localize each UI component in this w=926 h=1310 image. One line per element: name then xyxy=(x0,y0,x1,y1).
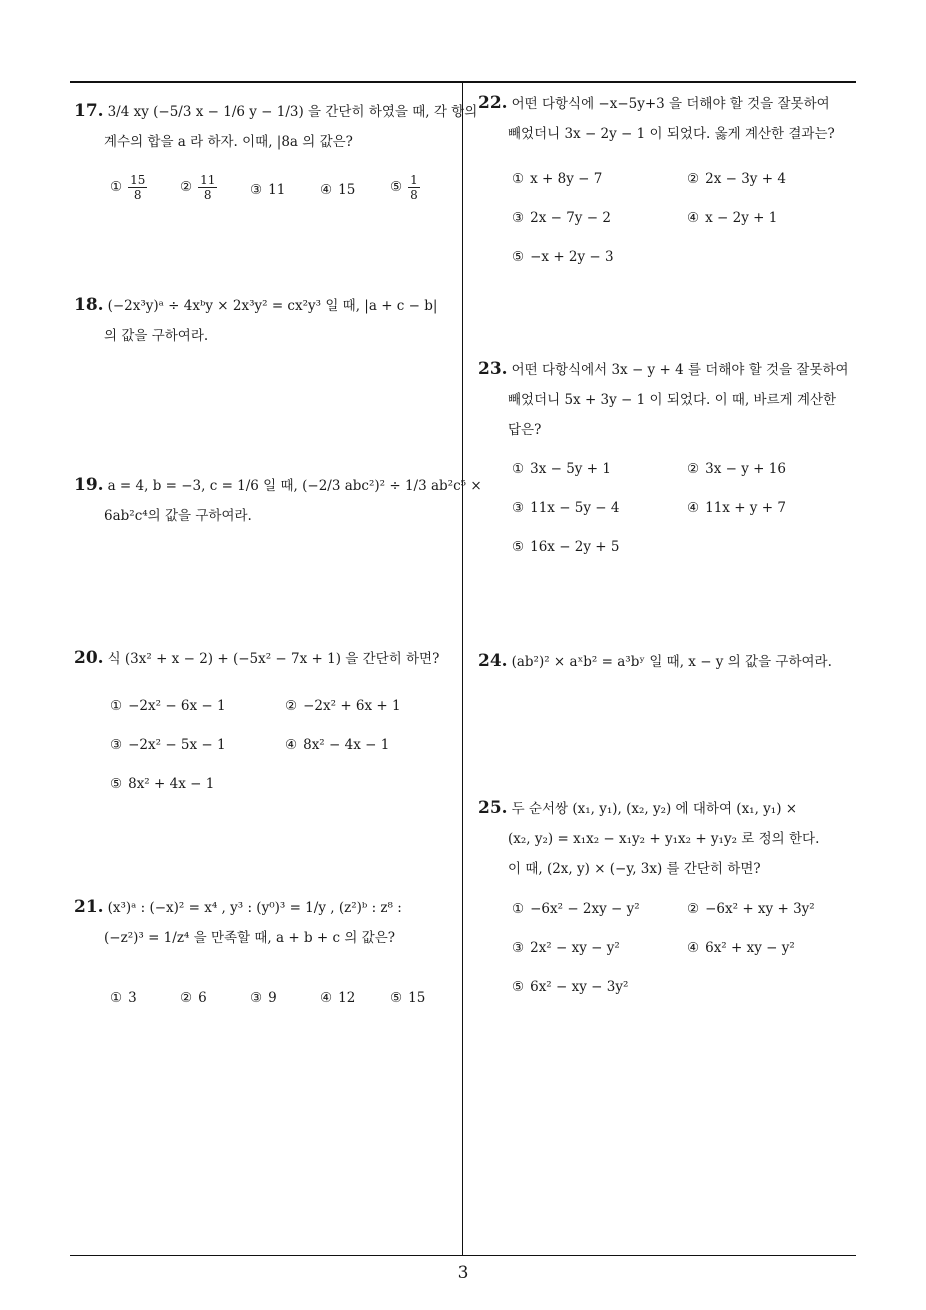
problem-text: 빼었더니 3x − 2y − 1 이 되었다. 옳게 계산한 결과는? xyxy=(508,126,835,142)
problem-text: 빼었더니 5x + 3y − 1 이 되었다. 이 때, 바르게 계산한 xyxy=(508,392,837,408)
choice-mark: ④ xyxy=(687,210,700,226)
problem-17-line1 xyxy=(74,96,478,127)
choice-mark: ④ xyxy=(320,990,333,1006)
choice-4[interactable] xyxy=(320,990,355,1006)
choice-text: 16x − 2y + 5 xyxy=(530,539,620,555)
problem-text: 답은? xyxy=(508,422,542,438)
choice-mark: ① xyxy=(512,171,525,187)
bottom-rule xyxy=(70,1255,856,1256)
choice-mark: ⑤ xyxy=(110,776,123,792)
choice-text: 11x + y + 7 xyxy=(705,500,786,516)
choice-mark: ⑤ xyxy=(512,249,525,265)
page-number: 3 xyxy=(457,1263,469,1283)
choice-mark: ④ xyxy=(320,182,333,198)
problem-23-choices xyxy=(512,461,852,561)
column-divider xyxy=(462,82,463,1256)
choice-mark: ① xyxy=(512,901,525,917)
choice-text: 8x² − 4x − 1 xyxy=(303,737,390,753)
choice-1[interactable] xyxy=(512,461,611,477)
problem-17-choices xyxy=(110,173,450,213)
choice-5[interactable] xyxy=(512,979,628,995)
problem-number: 17. xyxy=(74,101,104,121)
choice-mark: ② xyxy=(687,171,700,187)
problem-25-choices xyxy=(512,901,852,1001)
choice-mark: ③ xyxy=(250,182,263,198)
choice-mark: ① xyxy=(512,461,525,477)
problem-text: a = 4, b = −3, c = 1/6 일 때, (−2/3 abc²)² ÷ 1/3 ab²c⁵ × xyxy=(107,478,482,494)
choice-mark: ⑤ xyxy=(512,539,525,555)
choice-2[interactable] xyxy=(687,171,786,187)
choice-2[interactable] xyxy=(687,901,815,917)
problem-number: 25. xyxy=(478,798,508,818)
fraction: $\frac{1}{8}$ xyxy=(410,173,418,202)
choice-text: 12 xyxy=(338,990,356,1006)
problem-19-line1 xyxy=(74,470,482,501)
problem-number: 19. xyxy=(74,475,104,495)
problem-25-line1 xyxy=(478,793,858,824)
problem-22-line1 xyxy=(478,88,858,119)
problem-21-line1 xyxy=(74,892,458,923)
choice-text: 2x² − xy − y² xyxy=(530,940,620,956)
choice-mark: ③ xyxy=(512,500,525,516)
problem-22-choices xyxy=(512,171,852,271)
choice-mark: ⑤ xyxy=(390,990,403,1006)
choice-mark: ② xyxy=(180,990,193,1006)
choice-text: −2x² − 6x − 1 xyxy=(128,698,226,714)
choice-text: 6 xyxy=(198,990,207,1006)
choice-text: −6x² + xy + 3y² xyxy=(705,901,815,917)
choice-mark: ④ xyxy=(687,940,700,956)
choice-text: 3 xyxy=(128,990,137,1006)
problem-22 xyxy=(478,88,858,149)
choice-1[interactable] xyxy=(110,990,137,1006)
problem-20 xyxy=(74,643,458,674)
problem-23-line1 xyxy=(478,354,858,385)
choice-text: 15 xyxy=(338,182,356,198)
problem-18-line1 xyxy=(74,290,458,321)
choice-text: −2x² + 6x + 1 xyxy=(303,698,401,714)
fraction: $\frac{15}{8}$ xyxy=(130,173,146,202)
problem-text: 이 때, (2x, y) × (−y, 3x) 를 간단히 하면? xyxy=(508,861,761,877)
choice-text: −x + 2y − 3 xyxy=(530,249,614,265)
choice-mark: ⑤ xyxy=(390,179,403,195)
problem-24 xyxy=(478,646,858,677)
choice-4[interactable] xyxy=(285,737,389,753)
choice-mark: ② xyxy=(687,461,700,477)
choice-4[interactable] xyxy=(687,940,795,956)
problem-text: 두 순서쌍 (x₁, y₁), (x₂, y₂) 에 대하여 (x₁, y₁) × xyxy=(511,801,798,817)
problem-21-choices xyxy=(110,990,450,1014)
problem-text: (−2x³y)ᵃ ÷ 4xᵇy × 2x³y² = cx²y³ 일 때, |a + c − b| xyxy=(107,298,438,314)
problem-text: (ab²)² × aˣb² = a³bʸ 일 때, x − y 의 값을 구하여라. xyxy=(511,654,832,670)
problem-number: 20. xyxy=(74,648,104,668)
choice-mark: ③ xyxy=(512,940,525,956)
problem-text: (x³)ᵃ : (−x)² = x⁴ , y³ : (y⁰)³ = 1/y , (z²)ᵇ : z⁸ : xyxy=(107,900,402,916)
choice-mark: ② xyxy=(687,901,700,917)
choice-text: 3x − 5y + 1 xyxy=(530,461,611,477)
problem-number: 24. xyxy=(478,651,508,671)
choice-text: −6x² − 2xy − y² xyxy=(530,901,640,917)
choice-3[interactable] xyxy=(512,500,620,516)
choice-text: x + 8y − 7 xyxy=(530,171,603,187)
problem-text: 의 값을 구하여라. xyxy=(104,328,209,344)
choice-mark: ④ xyxy=(285,737,298,753)
choice-text: 11x − 5y − 4 xyxy=(530,500,620,516)
choice-5[interactable] xyxy=(512,539,620,555)
problem-23 xyxy=(478,354,858,445)
problem-text: 어떤 다항식에서 3x − y + 4 를 더해야 할 것을 잘못하여 xyxy=(511,362,849,378)
choice-mark: ⑤ xyxy=(512,979,525,995)
choice-text: −2x² − 5x − 1 xyxy=(128,737,226,753)
choice-2[interactable] xyxy=(285,698,401,714)
problem-17 xyxy=(74,96,478,157)
choice-text: x − 2y + 1 xyxy=(705,210,778,226)
choice-mark: ③ xyxy=(110,737,123,753)
choice-text: 8x² + 4x − 1 xyxy=(128,776,215,792)
choice-3[interactable] xyxy=(250,182,285,198)
problem-number: 22. xyxy=(478,93,508,113)
choice-3[interactable] xyxy=(110,737,226,753)
choice-3[interactable] xyxy=(512,940,620,956)
choice-mark: ① xyxy=(110,698,123,714)
problem-24-line1 xyxy=(478,646,858,677)
problem-text: 3/4 xy (−5/3 x − 1/6 y − 1/3) 을 간단히 하였을 때, 각 항의 xyxy=(107,104,478,120)
choice-5[interactable] xyxy=(512,249,614,265)
choice-text: 15 xyxy=(408,990,426,1006)
choice-1[interactable] xyxy=(110,173,147,202)
choice-1[interactable] xyxy=(512,901,640,917)
problem-text: 계수의 합을 a 라 하자. 이때, |8a 의 값은? xyxy=(104,134,353,150)
choice-4[interactable] xyxy=(320,182,355,198)
problem-text: 6ab²c⁴의 값을 구하여라. xyxy=(104,508,252,524)
problem-number: 18. xyxy=(74,295,104,315)
choice-4[interactable] xyxy=(687,500,786,516)
problem-text: 어떤 다항식에 −x−5y+3 을 더해야 할 것을 잘못하여 xyxy=(511,96,830,112)
choice-4[interactable] xyxy=(687,210,777,226)
problem-21 xyxy=(74,892,458,953)
choice-text: 3x − y + 16 xyxy=(705,461,786,477)
problem-text: (−z²)³ = 1/z⁴ 을 만족할 때, a + b + c 의 값은? xyxy=(104,930,395,946)
choice-1[interactable] xyxy=(110,698,226,714)
choice-mark: ② xyxy=(285,698,298,714)
choice-text: 9 xyxy=(268,990,277,1006)
choice-5[interactable] xyxy=(390,173,420,202)
choice-text: 6x² − xy − 3y² xyxy=(530,979,629,995)
choice-5[interactable] xyxy=(110,776,214,792)
problem-text: (x₂, y₂) = x₁x₂ − x₁y₂ + y₁x₂ + y₁y₂ 로 정의 한다. xyxy=(508,831,820,847)
problem-20-choices xyxy=(110,698,450,798)
choice-text: 11 xyxy=(268,182,286,198)
choice-mark: ② xyxy=(180,179,193,195)
choice-5[interactable] xyxy=(390,990,425,1006)
choice-2[interactable] xyxy=(180,990,207,1006)
choice-2[interactable] xyxy=(180,173,217,202)
choice-2[interactable] xyxy=(687,461,786,477)
problem-20-line1 xyxy=(74,643,458,674)
choice-mark: ④ xyxy=(687,500,700,516)
top-rule xyxy=(70,81,856,83)
choice-mark: ③ xyxy=(250,990,263,1006)
choice-mark: ① xyxy=(110,990,123,1006)
fraction: $\frac{11}{8}$ xyxy=(200,173,216,202)
problem-18 xyxy=(74,290,458,351)
choice-text: 6x² + xy − y² xyxy=(705,940,795,956)
choice-text: 2x − 3y + 4 xyxy=(705,171,786,187)
problem-19 xyxy=(74,470,482,531)
choice-3[interactable] xyxy=(512,210,611,226)
problem-25 xyxy=(478,793,858,884)
choice-1[interactable] xyxy=(512,171,602,187)
problem-text: 식 (3x² + x − 2) + (−5x² − 7x + 1) 을 간단히 하면? xyxy=(107,651,440,667)
choice-mark: ① xyxy=(110,179,123,195)
choice-mark: ③ xyxy=(512,210,525,226)
choice-text: 2x − 7y − 2 xyxy=(530,210,611,226)
problem-number: 21. xyxy=(74,897,104,917)
problem-number: 23. xyxy=(478,359,508,379)
choice-3[interactable] xyxy=(250,990,277,1006)
